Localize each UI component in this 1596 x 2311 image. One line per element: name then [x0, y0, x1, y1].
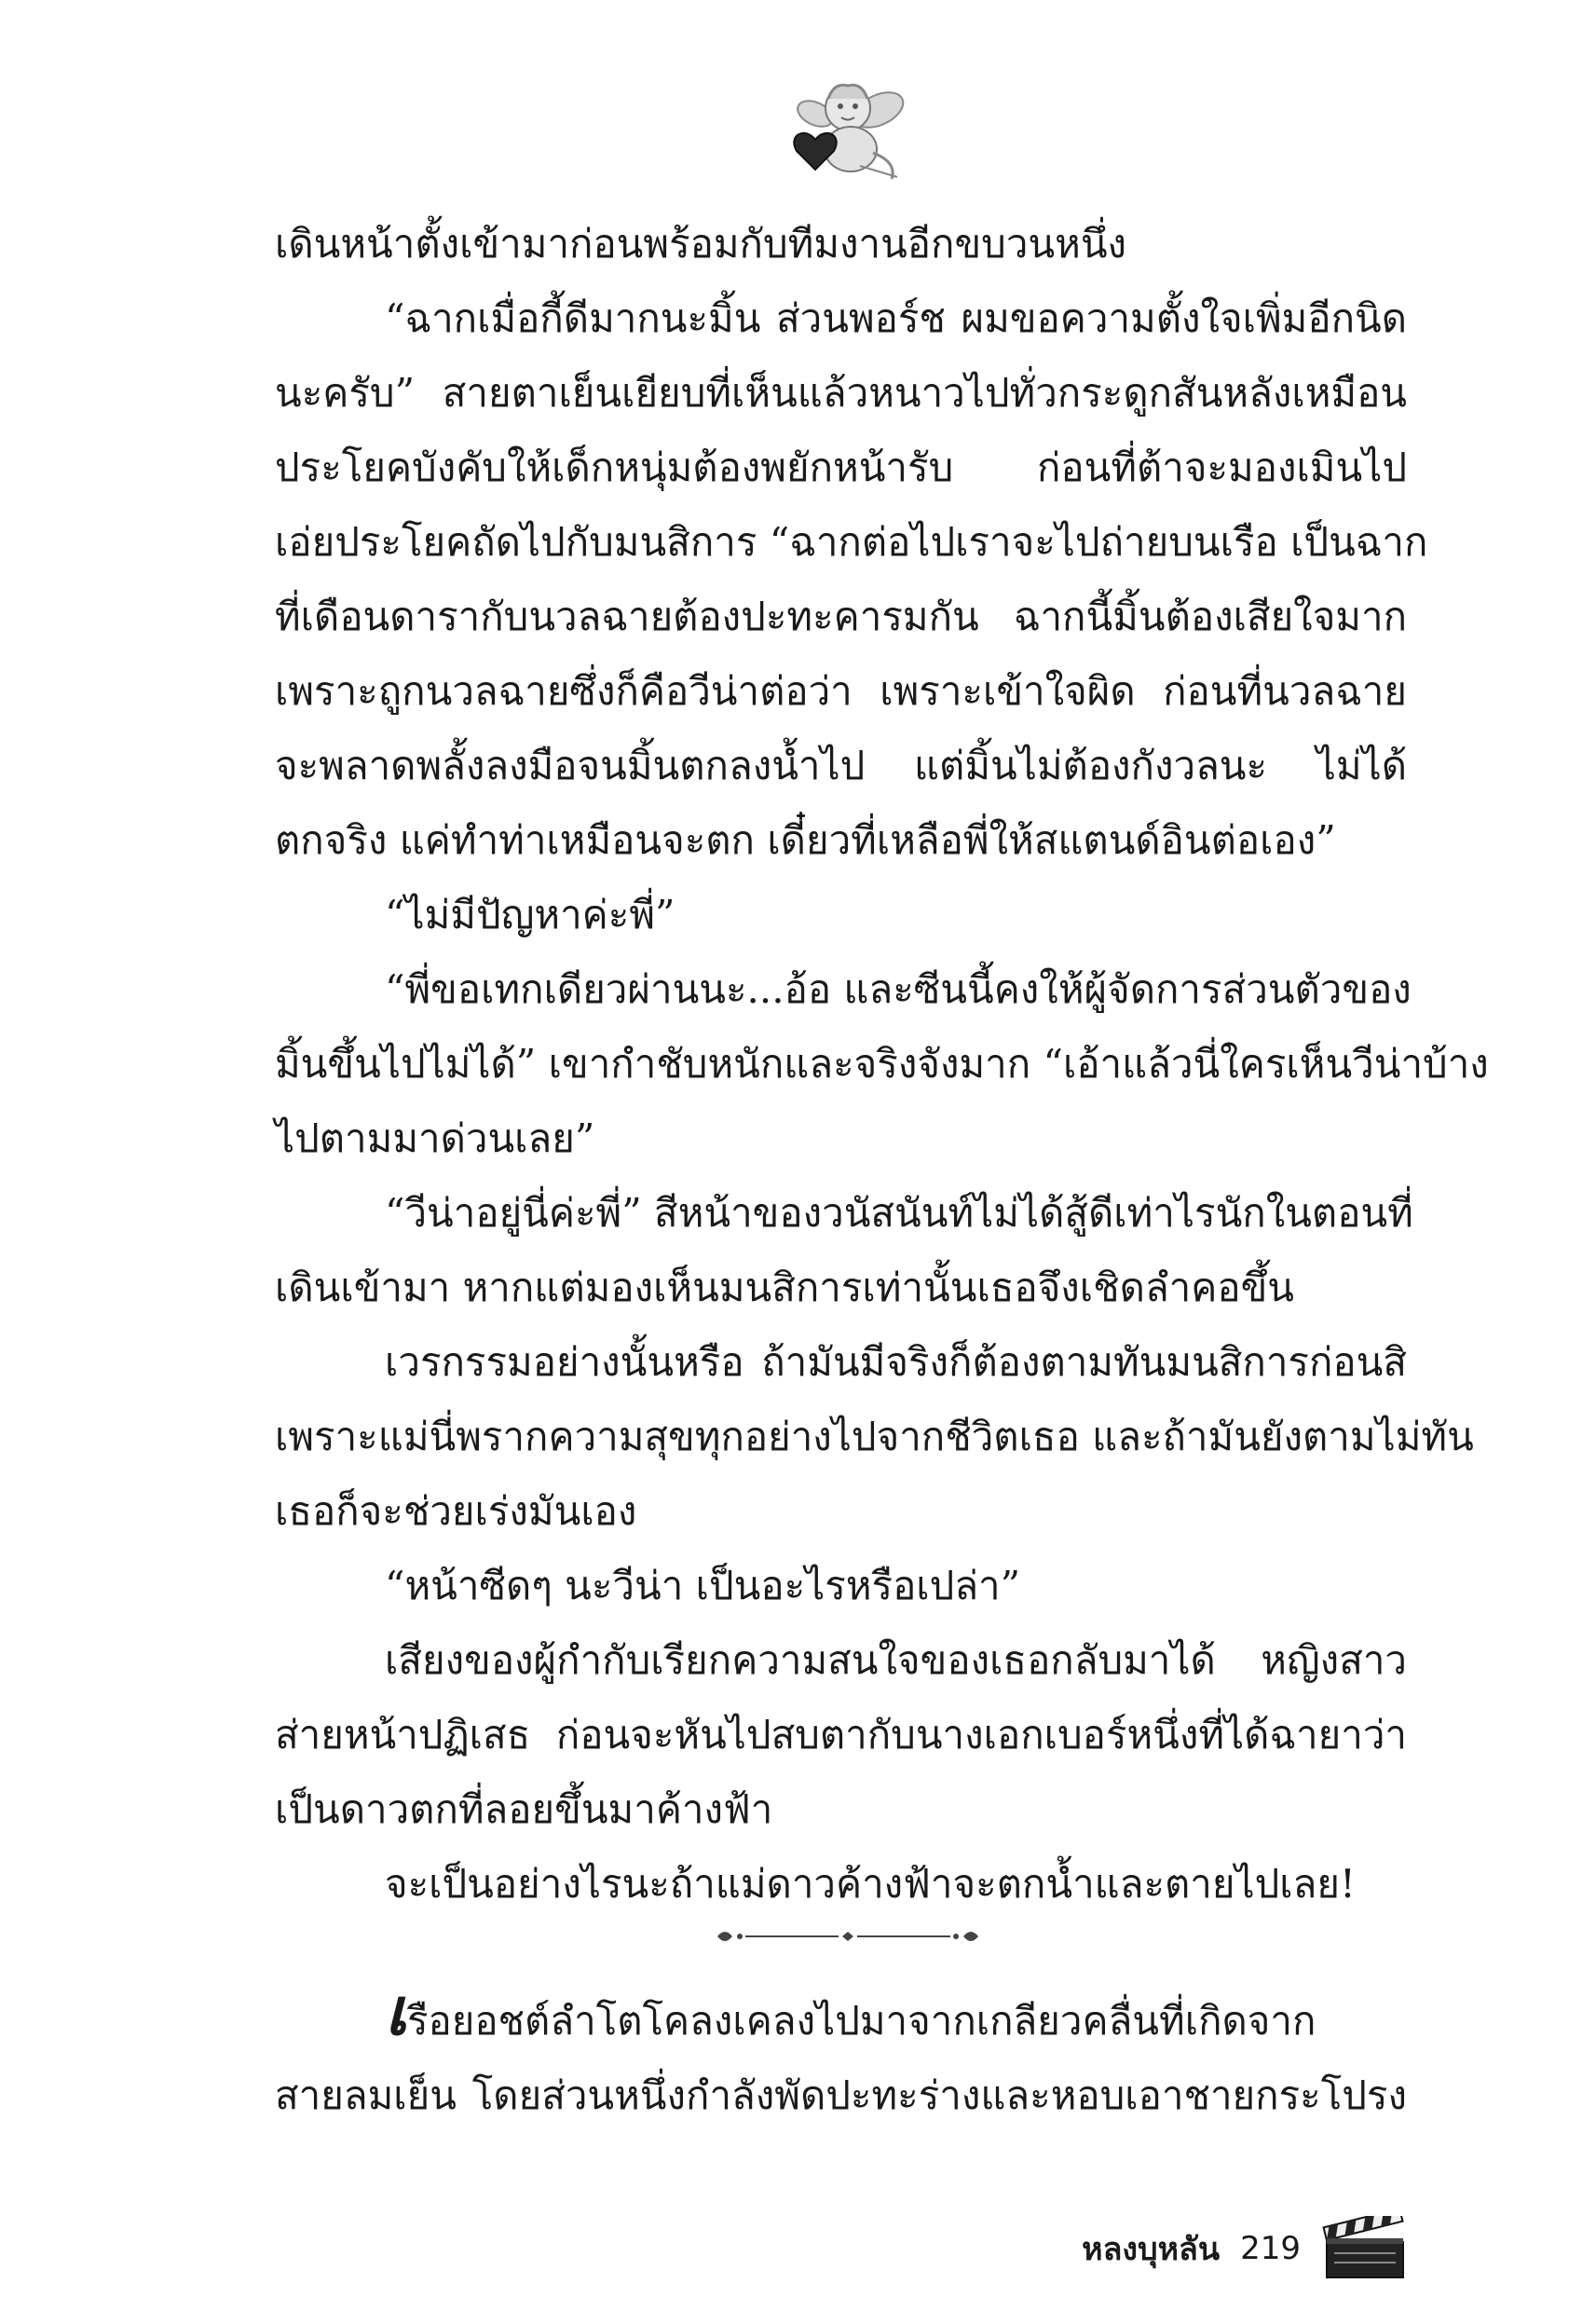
body-text	[275, 207, 1489, 1921]
text-line: เป็นดาวตกที่ลอยขึ้นมาค้างฟ้า	[275, 1786, 773, 1832]
text-line: “หน้าซีดๆ นะวีน่า เป็นอะไรหรือเปล่า”	[385, 1563, 1021, 1608]
drop-cap: เ	[385, 1973, 407, 2050]
text-line: ส่ายหน้าปฏิเสธ ก่อนจะหันไปสบตากับนางเอกเบอร์หนึ่งที่ได้ฉายาว่า	[275, 1712, 1407, 1757]
text-line: “ฉากเมื่อกี้ดีมากนะมิ้น ส่วนพอร์ช ผมขอความตั้งใจเพิ่มอีกนิด	[385, 295, 1407, 341]
text-line: ที่เดือนดารากับนวลฉายต้องปะทะคารมกัน ฉากนี้มิ้นต้องเสียใจมาก	[275, 594, 1407, 639]
text-line: นะครับ” สายตาเย็นเยียบที่เห็นแล้วหนาวไปทั่วกระดูกสันหลังเหมือน	[275, 370, 1407, 416]
text-line: ตกจริง แค่ทำท่าเหมือนจะตก เดี๋ยวที่เหลือพี่ให้สแตนด์อินต่อเอง”	[275, 817, 1336, 863]
text-line: มิ้นขึ้นไปไม่ได้” เขากำชับหนักและจริงจังมาก “เอ้าแล้วนี่ใครเห็นวีน่าบ้าง	[275, 1041, 1489, 1087]
page-footer	[1082, 2216, 1410, 2281]
section-two-text	[275, 1973, 1407, 2132]
text-line	[275, 1973, 1407, 2058]
cupid-holding-heart-icon	[787, 73, 908, 185]
text-line-rest: รือยอชต์ลำโตโคลงเคลงไปมาจากเกลียวคลื่นที่เกิดจาก	[406, 1998, 1316, 2044]
page-number: 219	[1240, 2230, 1301, 2267]
text-line: เดินหน้าตั้งเข้ามาก่อนพร้อมกับทีมงานอีกขบวนหนึ่ง	[275, 221, 1127, 267]
ornamental-divider-icon	[708, 1920, 988, 1953]
text-line: ไปตามมาด่วนเลย”	[275, 1115, 595, 1161]
text-line: เวรกรรมอย่างนั้นหรือ ถ้ามันมีจริงก็ต้องตามทันมนสิการก่อนสิ	[385, 1339, 1407, 1385]
text-line: จะพลาดพลั้งลงมือจนมิ้นตกลงน้ำไป แต่มิ้นไม่ต้องกังวลนะ ไม่ได้	[275, 743, 1407, 788]
text-line: สายลมเย็น โดยส่วนหนึ่งกำลังพัดปะทะร่างและหอบเอาชายกระโปรง	[275, 2072, 1407, 2118]
book-title: หลงบุหลัน	[1082, 2231, 1221, 2268]
text-line: เธอก็จะช่วยเร่งมันเอง	[275, 1488, 637, 1534]
text-line: เอ่ยประโยคถัดไปกับมนสิการ “ฉากต่อไปเราจะไปถ่ายบนเรือ เป็นฉาก	[275, 519, 1428, 565]
text-line: เพราะถูกนวลฉายซึ่งก็คือวีน่าต่อว่า เพราะเข้าใจผิด ก่อนที่นวลฉาย	[275, 668, 1407, 714]
text-line: เสียงของผู้กำกับเรียกความสนใจของเธอกลับมาได้ หญิงสาว	[385, 1637, 1407, 1683]
text-line: เดินเข้ามา หากแต่มองเห็นมนสิการเท่านั้นเธอจึงเชิดลำคอขึ้น	[275, 1265, 1295, 1310]
film-clapperboard-icon	[1321, 2216, 1410, 2281]
text-line: “พี่ขอเทกเดียวผ่านนะ...อ้อ และซีนนี้คงให้ผู้จัดการส่วนตัวของ	[385, 966, 1412, 1012]
text-line: “วีน่าอยู่นี่ค่ะพี่” สีหน้าของวนัสนันท์ไม่ได้สู้ดีเท่าไรนักในตอนที่	[385, 1190, 1413, 1236]
text-line: “ไม่มีปัญหาค่ะพี่”	[385, 892, 675, 937]
text-line: ประโยคบังคับให้เด็กหนุ่มต้องพยักหน้ารับ ก่อนที่ต้าจะมองเมินไป	[275, 444, 1407, 490]
text-line: เพราะแม่นี่พรากความสุขทุกอย่างไปจากชีวิตเธอ และถ้ามันยังตามไม่ทัน	[275, 1414, 1474, 1459]
text-line: จะเป็นอย่างไรนะถ้าแม่ดาวค้างฟ้าจะตกน้ำและตายไปเลย!	[385, 1861, 1356, 1907]
